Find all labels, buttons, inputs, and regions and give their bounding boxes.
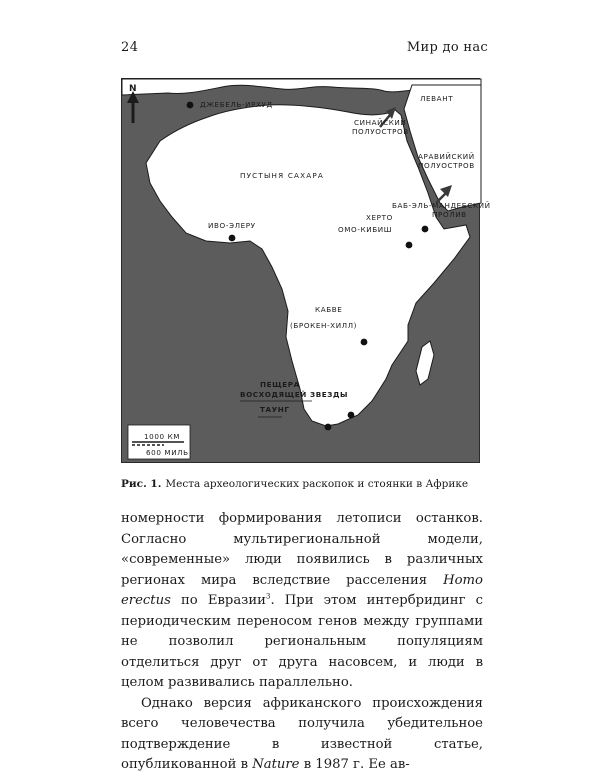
caption-label: Рис. 1.: [121, 478, 162, 490]
site-dot-kabwe: [361, 339, 368, 346]
journal-name: Nature: [252, 757, 300, 772]
label-herto: ХЕРТО: [366, 213, 393, 222]
label-sinai-line2: ПОЛУОСТРОВ: [352, 127, 409, 136]
label-bab-line2: ПРОЛИВ: [432, 210, 467, 219]
paragraph-1: [121, 509, 483, 694]
paragraph-2-text: Однако версия африканского происхождения всего человечества получила убедительное подтверждение в известной статье, опубликованной в: [121, 695, 483, 772]
label-rising-star-line1: ПЕЩЕРА: [260, 380, 300, 389]
label-taung: ТАУНГ: [260, 405, 290, 414]
africa-map-figure: [121, 78, 491, 463]
site-dot-rising-star: [348, 412, 355, 419]
running-title: Мир до нас: [406, 40, 488, 55]
scale-miles-label: 600 МИЛЬ: [146, 448, 189, 457]
label-bab-line1: БАБ-ЭЛЬ-МАНДЕБСКИЙ: [392, 201, 491, 210]
label-sinai-line1: СИНАЙСКИЙ: [354, 118, 407, 127]
body-text: [121, 509, 483, 776]
site-dot-herto: [422, 226, 429, 233]
site-dot-iwo-eleru: [229, 235, 236, 242]
label-iwo-eleru: ИВО-ЭЛЕРУ: [208, 221, 256, 230]
site-dot-jebel-irhoud: [187, 102, 194, 109]
figure-caption: [121, 478, 491, 491]
africa-map: [122, 79, 491, 464]
paragraph-1-text: номерности формирования летописи останков. Согласно мультирегиональной модели, «современные» люди появились в различных регионах мира вследствие расселения: [121, 511, 483, 588]
footnote-ref[interactable]: 3: [265, 592, 271, 601]
paragraph-1-text-cont: по Евразии: [170, 593, 266, 608]
page-number: 24: [121, 40, 139, 55]
label-kabwe-line1: КАБВЕ: [315, 305, 343, 314]
species-term: Homo erectus: [121, 572, 483, 608]
scale-bar: [128, 425, 190, 459]
paragraph-2-text-end: в 1987 г. Ее ав-: [299, 757, 410, 772]
label-kabwe-line2: (БРОКЕН-ХИЛЛ): [290, 321, 358, 330]
label-omo-kibish: ОМО-КИБИШ: [338, 225, 392, 234]
label-rising-star-line2: ВОСХОДЯЩЕЙ ЗВЕЗДЫ: [240, 390, 349, 399]
paragraph-2: [121, 694, 483, 776]
paragraph-1-text-end: . При этом интербридинг с периодическим переносом генов между группами не позволил региональным популяциям отделиться друг от друга насовсем, и люди в целом развивались параллельно.: [121, 593, 484, 690]
madagascar: [416, 341, 434, 385]
scale-km-label: 1000 КМ: [144, 432, 181, 441]
north-label: N: [129, 84, 138, 94]
label-arabian-line1: АРАВИЙСКИЙ: [418, 152, 475, 161]
site-dot-taung: [325, 424, 332, 431]
caption-text: Места археологических раскопок и стоянки в Африке: [165, 478, 469, 490]
label-levant: ЛЕВАНТ: [420, 94, 454, 103]
site-dot-omo-kibish: [406, 242, 413, 249]
label-arabian-line2: ПОЛУОСТРОВ: [418, 161, 475, 170]
label-sahara: ПУСТЫНЯ САХАРА: [240, 171, 325, 180]
label-jebel-irhoud: ДЖЕБЕЛЬ-ИРХУД: [200, 100, 273, 109]
